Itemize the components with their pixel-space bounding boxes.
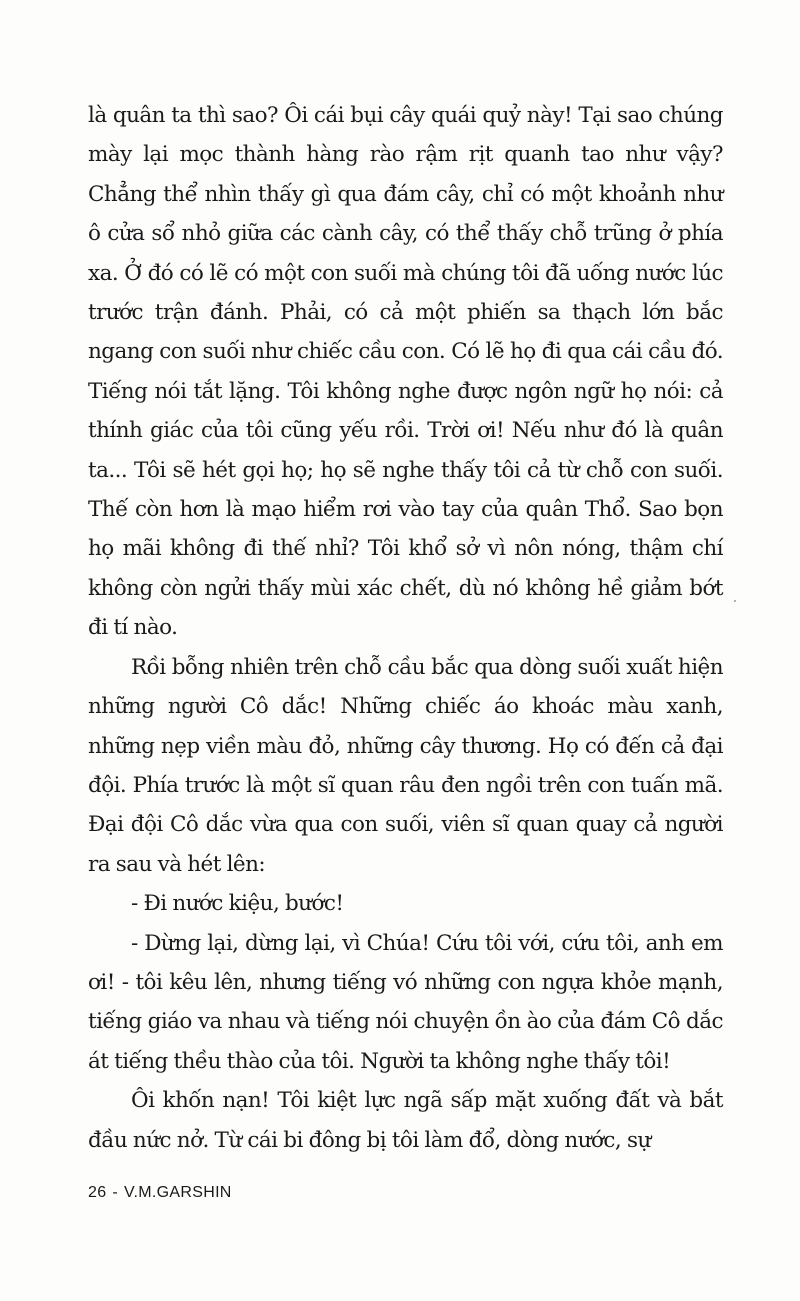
page-number: 26 — [88, 1184, 107, 1201]
dialogue-cry-for-help: - Dừng lại, dừng lại, vì Chúa! Cứu tôi với, cứu tôi, anh em ơi! - tôi kêu lên, nhưng tiếng vó những con ngựa khỏe mạnh, tiếng giáo va nhau và tiếng nói chuyện ồn ào của đám Cô dắc át tiếng thều thào của tôi. Người ta không nghe thấy tôi! — [88, 930, 723, 1074]
footer-separator: - — [112, 1184, 119, 1201]
paragraph-cossacks-appear: Rồi bỗng nhiên trên chỗ cầu bắc qua dòng suối xuất hiện những người Cô dắc! Những chiếc áo khoác màu xanh, những nẹp viền màu đỏ, những cây thương. Họ có đến cả đại đội. Phía trước là một sĩ quan râu đen ngồi trên con tuấn mã. Đại đội Cô dắc vừa qua con suối, viên sĩ quan quay cả người ra sau và hét lên: — [88, 654, 723, 877]
page-footer — [88, 1184, 232, 1202]
paragraph-despair: Ôi khốn nạn! Tôi kiệt lực ngã sấp mặt xuống đất và bắt đầu nức nở. Từ cái bi đông bị tôi làm đổ, dòng nước, sự — [88, 1088, 723, 1153]
body-text — [88, 96, 723, 1160]
dialogue-command: - Đi nước kiệu, bước! — [131, 891, 344, 917]
paragraph-continued: là quân ta thì sao? Ôi cái bụi cây quái quỷ này! Tại sao chúng mày lại mọc thành hàng rào rậm rịt quanh tao như vậy? Chẳng thể nhìn thấy gì qua đám cây, chỉ có một khoảnh như ô cửa sổ nhỏ giữa các cành cây, có thể thấy chỗ trũng ở phía xa. Ở đó có lẽ có một con suối mà chúng tôi đã uống nước lúc trước trận đánh. Phải, có cả một phiến sa thạch lớn bắc ngang con suối như chiếc cầu con. Có lẽ họ đi qua cái cầu đó. Tiếng nói tắt lặng. Tôi không nghe được ngôn ngữ họ nói: cả thính giác của tôi cũng yếu rồi. Trời ơi! Nếu như đó là quân ta... Tôi sẽ hét gọi họ; họ sẽ nghe thấy tôi cả từ chỗ con suối. Thế còn hơn là mạo hiểm rơi vào tay của quân Thổ. Sao bọn họ mãi không đi thế nhỉ? Tôi khổ sở vì nôn nóng, thậm chí không còn ngửi thấy mùi xác chết, dù nó không hề giảm bớt đi tí nào. — [88, 103, 723, 641]
print-speck — [734, 600, 736, 602]
author-name: V.M.GARSHIN — [124, 1184, 232, 1201]
